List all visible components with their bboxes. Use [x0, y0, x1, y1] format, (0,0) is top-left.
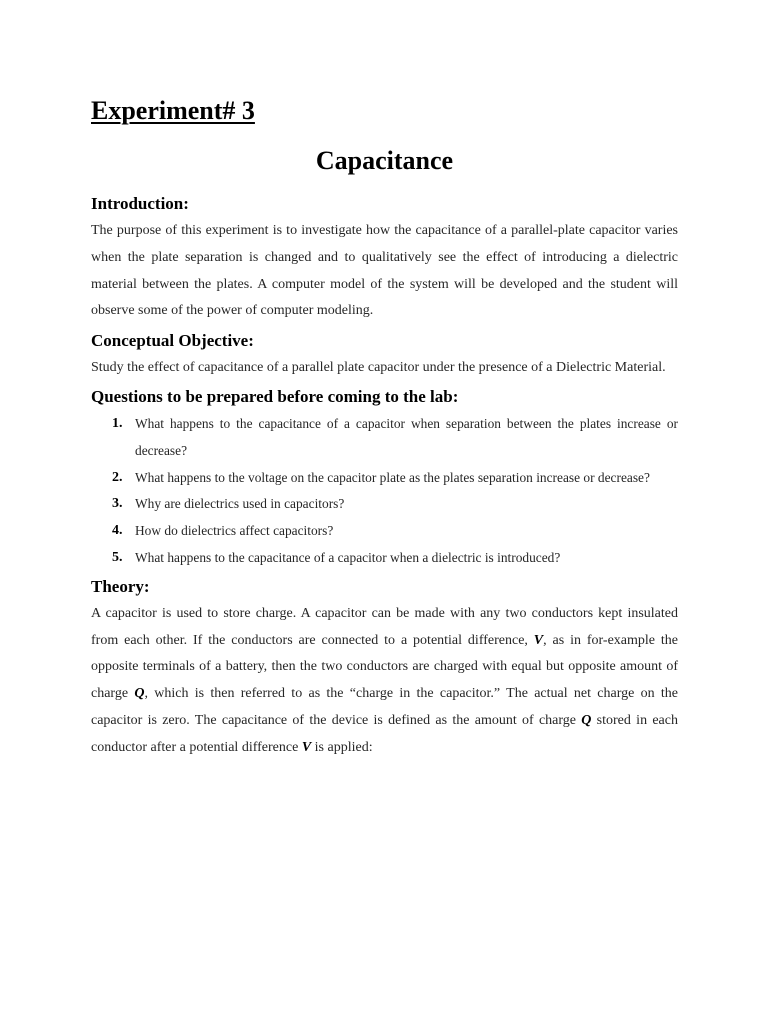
objective-text: Study the effect of capacitance of a parallel plate capacitor under the presence of a Dielectric Material.: [91, 360, 666, 376]
list-item-text: How do dielectrics affect capacitors?: [135, 523, 334, 539]
list-item-number: 2.: [112, 469, 123, 485]
page-title: Capacitance: [315, 146, 454, 175]
theory-text: [91, 601, 678, 762]
introduction-heading: Introduction:: [91, 194, 189, 213]
list-item-number: 5.: [112, 549, 123, 565]
theory-text-part: , as in for-example the opposite terminals of a battery, then the two conductors are charged with equal but opposite amount of charge: [91, 632, 678, 702]
list-item-number: 4.: [112, 523, 123, 539]
introduction-text: The purpose of this experiment is to investigate how the capacitance of a parallel-plate capacitor varies when the plate separation is changed and to qualitatively see the effect of introducing a dielectric material between the plates. A computer model of the system will be developed and the student will observe some of the power of computer modeling.: [91, 223, 678, 319]
questions-heading: Questions to be prepared before coming to the lab:: [91, 386, 459, 406]
experiment-title: Experiment# 3: [91, 96, 255, 125]
theory-text-part: A capacitor is used to store charge. A capacitor can be made with any two conductors kept insulated from each other. If the conductors are connected to a potential difference,: [91, 605, 678, 648]
list-item: [91, 518, 678, 545]
voltage-symbol: V: [533, 632, 544, 648]
list-item-text: Why are dielectrics used in capacitors?: [135, 496, 345, 512]
list-item-number: 1.: [112, 415, 123, 431]
voltage-symbol: V: [301, 739, 312, 755]
document-body: [91, 191, 678, 762]
list-item: [91, 491, 678, 518]
theory-heading: Theory:: [91, 576, 150, 596]
list-item: [91, 465, 678, 492]
list-item-number: 3.: [112, 496, 123, 512]
theory-text-part: stored in each conductor after a potential difference: [91, 712, 678, 755]
questions-list: [91, 411, 678, 572]
theory-text-part: is applied:: [311, 739, 373, 755]
theory-text-part: , which is then referred to as the “charge in the capacitor.” The actual net charge on the capacitor is zero. The capacitance of the device is defined as the amount of charge: [91, 686, 678, 728]
list-item-text: What happens to the capacitance of a capacitor when a dielectric is introduced?: [135, 549, 561, 565]
list-item: [91, 411, 678, 465]
list-item: [91, 545, 678, 572]
list-item-text: What happens to the capacitance of a capacitor when separation between the plates increase or decrease?: [135, 415, 678, 458]
list-item-text: What happens to the voltage on the capacitor plate as the plates separation increase or decrease?: [135, 469, 650, 485]
objective-heading: Conceptual Objective:: [91, 331, 254, 351]
charge-symbol: Q: [134, 686, 145, 702]
charge-symbol: Q: [581, 712, 592, 728]
